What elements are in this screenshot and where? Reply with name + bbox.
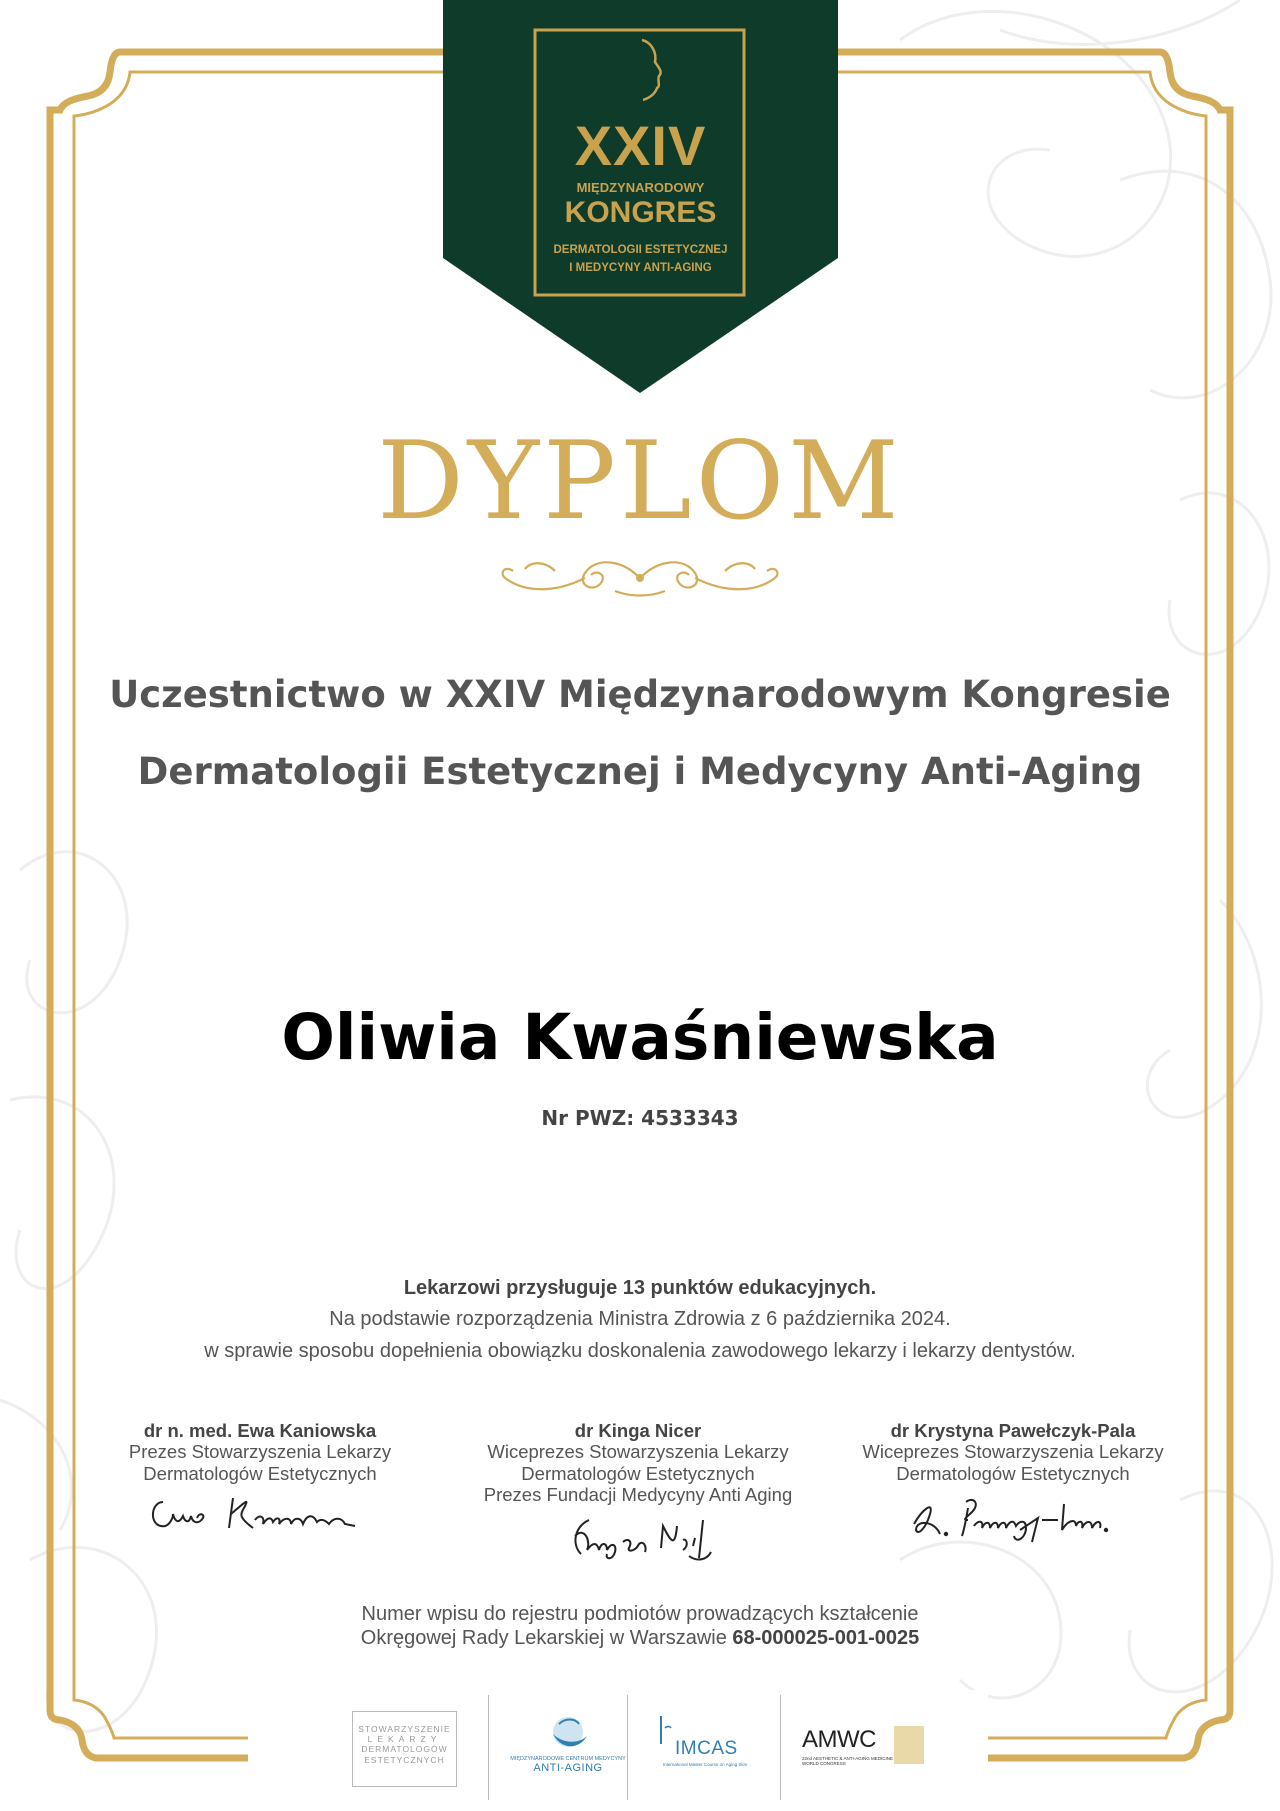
signatory-1-role-1: Prezes Stowarzyszenia Lekarzy [128,1441,392,1463]
signature-1 [145,1488,375,1538]
registry-prefix: Okręgowej Rady Lekarskiej w Warszawie [360,1627,733,1649]
sled-logo-line-1: STOWARZYSZENIE [358,1724,451,1734]
mcma-logo-small: MIĘDZYNARODOWE CENTRUM MEDYCYNY [510,1756,626,1762]
subtitle-line-2: Dermatologii Estetycznej i Medycyny Anti-Aging [137,750,1143,793]
signatory-3-name: dr Krystyna Pawełczyk-Pala [890,1420,1136,1441]
banner-line3: DERMATOLOGII ESTETYCZNEJ [553,244,728,256]
registry-number: 68-000025-001-0025 [732,1627,920,1649]
mcma-logo-main: ANTI-AGING [533,1762,603,1775]
sled-logo-line-3: DERMATOLOGÓW [361,1744,448,1755]
diploma-title: DYPLOM [377,419,903,544]
amwc-date-badge [894,1726,924,1764]
signatory-2-role-1: Wiceprezes Stowarzyszenia Lekarzy [487,1441,789,1463]
banner-line2: KONGRES [564,196,717,229]
amwc-logo-sub: 22nd AESTHETIC & ANTI-AGING MEDICINE WORLD CONGRESS [802,1756,894,1767]
pwz-number: Nr PWZ: 4533343 [541,1106,739,1130]
recipient-name: Oliwia Kwaśniewska [281,1001,999,1074]
subtitle-line-1: Uczestnictwo w XXIV Międzynarodowym Kongresie [109,673,1171,716]
signature-2 [565,1512,725,1562]
imcas-logo-sub: International Master Course on Aging Skin [662,1762,748,1767]
signatory-2-role-2: Dermatologów Estetycznych [521,1462,755,1484]
sled-logo [352,1711,457,1787]
signatory-1 [70,1420,450,1484]
flourish-ornament [495,553,785,603]
signatory-1-role-2: Dermatologów Estetycznych [143,1462,377,1484]
signatory-2-name: dr Kinga Nicer [574,1420,702,1441]
sled-logo-line-4: ESTETYCZNYCH [364,1754,445,1765]
logo-divider-2 [627,1695,628,1800]
amwc-logo [800,1698,930,1798]
points-line-1: Lekarzowi przysługuje 13 punktów edukacyjnych. [403,1277,877,1299]
congress-banner [443,0,838,395]
points-line-3: w sprawie sposobu dopełnienia obowiązku doskonalenia zawodowego lekarzy i lekarzy dentystów. [204,1340,1076,1362]
points-line-2: Na podstawie rozporządzenia Ministra Zdrowia z 6 października 2024. [329,1308,951,1330]
banner-line4: I MEDYCYNY ANTI-AGING [569,262,712,274]
signatory-2-role-3: Prezes Fundacji Medycyny Anti Aging [483,1483,793,1505]
mcma-logo [508,1698,628,1798]
logo-divider-3 [780,1695,781,1800]
signatory-2 [448,1420,828,1505]
imcas-logo [645,1698,765,1798]
banner-line1: MIĘDZYNARODOWY [576,180,705,195]
imcas-face-icon [657,1714,677,1750]
signatory-3-role-2: Dermatologów Estetycznych [896,1462,1130,1484]
imcas-logo-title: IMCAS [675,1738,738,1759]
logo-divider-1 [488,1695,489,1800]
amwc-logo-title: AMWC [802,1726,876,1753]
signatory-3-role-1: Wiceprezes Stowarzyszenia Lekarzy [862,1441,1164,1463]
registry-line-2 [0,1627,1280,1650]
signatory-3 [823,1420,1203,1484]
signatory-1-name: dr n. med. Ewa Kaniowska [143,1420,377,1441]
banner-numeral: XXIV [574,114,707,177]
registry-line-1: Numer wpisu do rejestru podmiotów prowadzących kształcenie [361,1603,919,1625]
sled-logo-line-2: LEKARZY [367,1734,442,1745]
mcma-globe-icon [543,1712,593,1754]
signature-3 [908,1490,1128,1548]
